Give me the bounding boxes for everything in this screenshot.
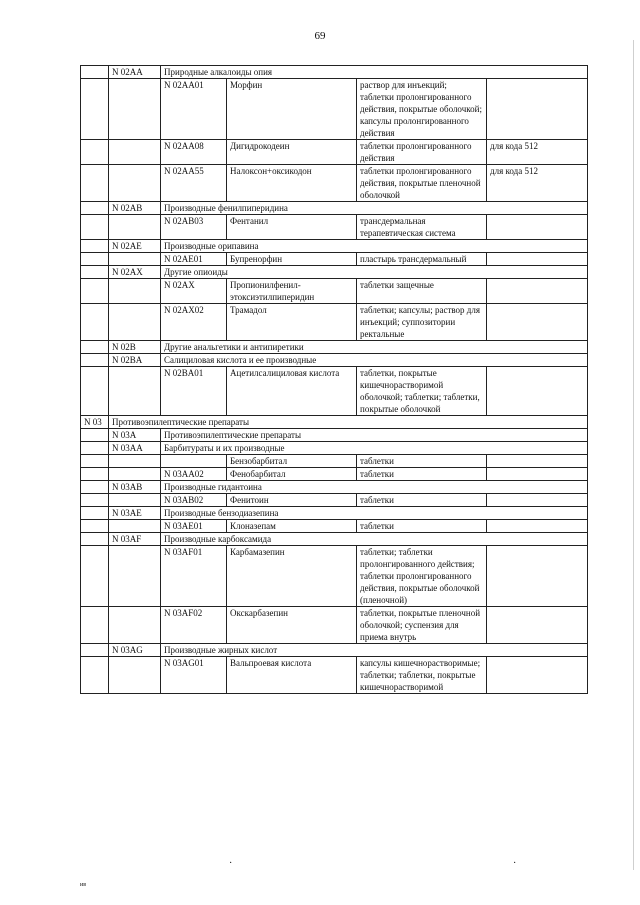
- empty-cell: [81, 468, 109, 481]
- empty-cell: [81, 367, 109, 416]
- drug-name-cell: Бупренорфин: [227, 253, 357, 266]
- empty-cell: [109, 140, 161, 165]
- subgroup-code-cell: N 03AA: [109, 442, 161, 455]
- empty-cell: [81, 533, 109, 546]
- empty-cell: [109, 79, 161, 140]
- empty-cell: [81, 215, 109, 240]
- subgroup-code-cell: N 03AB: [109, 481, 161, 494]
- dosage-form-cell: капсулы кишечнорастворимые; таблетки; таблетки, покрытые кишечнорастворимой: [357, 657, 487, 694]
- drug-name-cell: Дигидрокодеин: [227, 140, 357, 165]
- table-row: [81, 442, 588, 455]
- atc-code-cell: N 03AF01: [161, 546, 227, 607]
- table-row: [81, 66, 588, 79]
- table-row: [81, 165, 588, 202]
- empty-cell: [81, 607, 109, 644]
- table-row: [81, 240, 588, 253]
- empty-cell: [81, 644, 109, 657]
- empty-cell: [81, 455, 109, 468]
- empty-cell: [81, 657, 109, 694]
- note-cell: [487, 215, 588, 240]
- table-row: [81, 304, 588, 341]
- dosage-form-cell: таблетки пролонгированного действия, покрытые пленочной оболочкой: [357, 165, 487, 202]
- page-number: 69: [314, 30, 326, 42]
- table-row: [81, 644, 588, 657]
- table-row: [81, 507, 588, 520]
- dosage-form-cell: таблетки: [357, 520, 487, 533]
- subgroup-code-cell: N 02BA: [109, 354, 161, 367]
- table-row: [81, 341, 588, 354]
- empty-cell: [109, 253, 161, 266]
- atc-code-cell: N 02AE01: [161, 253, 227, 266]
- dosage-form-cell: таблетки: [357, 494, 487, 507]
- empty-cell: [81, 520, 109, 533]
- empty-cell: [81, 279, 109, 304]
- drug-name-cell: Налоксон+оксикодон: [227, 165, 357, 202]
- table-row: [81, 202, 588, 215]
- dosage-form-cell: таблетки, покрытые кишечнорастворимой оболочкой; таблетки; таблетки, покрытые оболочкой: [357, 367, 487, 416]
- atc-code-cell: [161, 455, 227, 468]
- subgroup-name-cell: Производные гидантоина: [161, 481, 588, 494]
- atc-code-cell: N 03AB02: [161, 494, 227, 507]
- subgroup-name-cell: Природные алкалоиды опия: [161, 66, 588, 79]
- table-row: [81, 546, 588, 607]
- note-cell: [487, 367, 588, 416]
- atc-code-cell: N 02AA01: [161, 79, 227, 140]
- table-row: [81, 416, 588, 429]
- subgroup-code-cell: N 03AG: [109, 644, 161, 657]
- drug-name-cell: Карбамазепин: [227, 546, 357, 607]
- drug-name-cell: Фенитоин: [227, 494, 357, 507]
- drug-name-cell: Морфин: [227, 79, 357, 140]
- empty-cell: [109, 215, 161, 240]
- group-code-cell: N 03: [81, 416, 109, 429]
- empty-cell: [81, 341, 109, 354]
- note-cell: [487, 657, 588, 694]
- note-cell: [487, 253, 588, 266]
- drug-name-cell: Окскарбазепин: [227, 607, 357, 644]
- empty-cell: [81, 79, 109, 140]
- empty-cell: [81, 494, 109, 507]
- empty-cell: [81, 140, 109, 165]
- empty-cell: [109, 304, 161, 341]
- note-cell: [487, 304, 588, 341]
- note-cell: [487, 279, 588, 304]
- drug-name-cell: Клоназепам: [227, 520, 357, 533]
- empty-cell: [81, 266, 109, 279]
- atc-code-cell: N 02BA01: [161, 367, 227, 416]
- empty-cell: [81, 202, 109, 215]
- empty-cell: [81, 66, 109, 79]
- drug-name-cell: Ацетилсалициловая кислота: [227, 367, 357, 416]
- dosage-form-cell: таблетки защечные: [357, 279, 487, 304]
- medication-table: [80, 65, 588, 694]
- table-row: [81, 533, 588, 546]
- subgroup-name-cell: Другие анальгетики и антипиретики: [161, 341, 588, 354]
- note-cell: [487, 79, 588, 140]
- empty-cell: [109, 279, 161, 304]
- empty-cell: [81, 253, 109, 266]
- note-cell: [487, 494, 588, 507]
- empty-cell: [81, 546, 109, 607]
- table-row: [81, 140, 588, 165]
- drug-name-cell: Фентанил: [227, 215, 357, 240]
- note-cell: [487, 520, 588, 533]
- dosage-form-cell: трансдермальная терапевтическая система: [357, 215, 487, 240]
- empty-cell: [109, 455, 161, 468]
- subgroup-name-cell: Производные бензодиазепина: [161, 507, 588, 520]
- empty-cell: [81, 240, 109, 253]
- subgroup-name-cell: Производные жирных кислот: [161, 644, 588, 657]
- subgroup-code-cell: N 02AX: [109, 266, 161, 279]
- footer-mark: ив: [80, 882, 87, 888]
- table-body: [81, 66, 588, 694]
- table-row: [81, 468, 588, 481]
- table-row: [81, 266, 588, 279]
- atc-code-cell: N 02AX02: [161, 304, 227, 341]
- subgroup-name-cell: Противоэпилептические препараты: [161, 429, 588, 442]
- dosage-form-cell: раствор для инъекций; таблетки пролонгированного действия, покрытые оболочкой; капсулы пролонгированного действия: [357, 79, 487, 140]
- atc-code-cell: N 02AX: [161, 279, 227, 304]
- table-row: [81, 494, 588, 507]
- empty-cell: [109, 607, 161, 644]
- table-row: [81, 429, 588, 442]
- subgroup-code-cell: N 03AE: [109, 507, 161, 520]
- atc-code-cell: N 03AA02: [161, 468, 227, 481]
- empty-cell: [109, 657, 161, 694]
- subgroup-name-cell: Производные фенилпиперидина: [161, 202, 588, 215]
- dosage-form-cell: таблетки пролонгированного действия: [357, 140, 487, 165]
- atc-code-cell: N 03AE01: [161, 520, 227, 533]
- dosage-form-cell: пластырь трансдермальный: [357, 253, 487, 266]
- empty-cell: [109, 468, 161, 481]
- atc-code-cell: N 03AG01: [161, 657, 227, 694]
- dosage-form-cell: таблетки, покрытые пленочной оболочкой; суспензия для приема внутрь: [357, 607, 487, 644]
- note-cell: [487, 455, 588, 468]
- empty-cell: [81, 481, 109, 494]
- drug-name-cell: Трамадол: [227, 304, 357, 341]
- scan-dot: ·: [513, 858, 517, 869]
- atc-code-cell: N 02AA08: [161, 140, 227, 165]
- empty-cell: [109, 367, 161, 416]
- empty-cell: [109, 546, 161, 607]
- empty-cell: [81, 304, 109, 341]
- dosage-form-cell: таблетки; таблетки пролонгированного действия; таблетки пролонгированного действия, покрытые оболочкой (пленочной): [357, 546, 487, 607]
- note-cell: [487, 546, 588, 607]
- drug-name-cell: Пропионилфенил-этоксиэтилпиперидин: [227, 279, 357, 304]
- subgroup-name-cell: Барбитураты и их производные: [161, 442, 588, 455]
- atc-code-cell: N 02AA55: [161, 165, 227, 202]
- note-cell: [487, 468, 588, 481]
- note-cell: для кода 512: [487, 140, 588, 165]
- empty-cell: [81, 354, 109, 367]
- table-row: [81, 215, 588, 240]
- empty-cell: [81, 429, 109, 442]
- table-row: [81, 354, 588, 367]
- dosage-form-cell: таблетки: [357, 468, 487, 481]
- table-row: [81, 367, 588, 416]
- empty-cell: [109, 165, 161, 202]
- atc-code-cell: N 03AF02: [161, 607, 227, 644]
- table-row: [81, 607, 588, 644]
- empty-cell: [81, 507, 109, 520]
- empty-cell: [109, 520, 161, 533]
- note-cell: [487, 607, 588, 644]
- empty-cell: [109, 494, 161, 507]
- empty-cell: [81, 442, 109, 455]
- table-row: [81, 79, 588, 140]
- dosage-form-cell: таблетки: [357, 455, 487, 468]
- subgroup-name-cell: Производные карбоксамида: [161, 533, 588, 546]
- drug-name-cell: Вальпроевая кислота: [227, 657, 357, 694]
- table-row: [81, 253, 588, 266]
- table-row: [81, 520, 588, 533]
- atc-code-cell: N 02AB03: [161, 215, 227, 240]
- subgroup-code-cell: N 02AB: [109, 202, 161, 215]
- table-row: [81, 657, 588, 694]
- dosage-form-cell: таблетки; капсулы; раствор для инъекций; суппозитории ректальные: [357, 304, 487, 341]
- group-name-cell: Противоэпилептические препараты: [109, 416, 588, 429]
- scan-dot: ·: [229, 858, 233, 869]
- table-row: [81, 455, 588, 468]
- drug-name-cell: Бензобарбитал: [227, 455, 357, 468]
- table-row: [81, 279, 588, 304]
- drug-name-cell: Фенобарбитал: [227, 468, 357, 481]
- subgroup-name-cell: Другие опиоиды: [161, 266, 588, 279]
- subgroup-name-cell: Салициловая кислота и ее производные: [161, 354, 588, 367]
- subgroup-code-cell: N 02AE: [109, 240, 161, 253]
- subgroup-code-cell: N 03AF: [109, 533, 161, 546]
- subgroup-name-cell: Производные орипавина: [161, 240, 588, 253]
- subgroup-code-cell: N 02AA: [109, 66, 161, 79]
- note-cell: для кода 512: [487, 165, 588, 202]
- scan-edge-line: [633, 40, 634, 870]
- subgroup-code-cell: N 02B: [109, 341, 161, 354]
- table-row: [81, 481, 588, 494]
- subgroup-code-cell: N 03A: [109, 429, 161, 442]
- empty-cell: [81, 165, 109, 202]
